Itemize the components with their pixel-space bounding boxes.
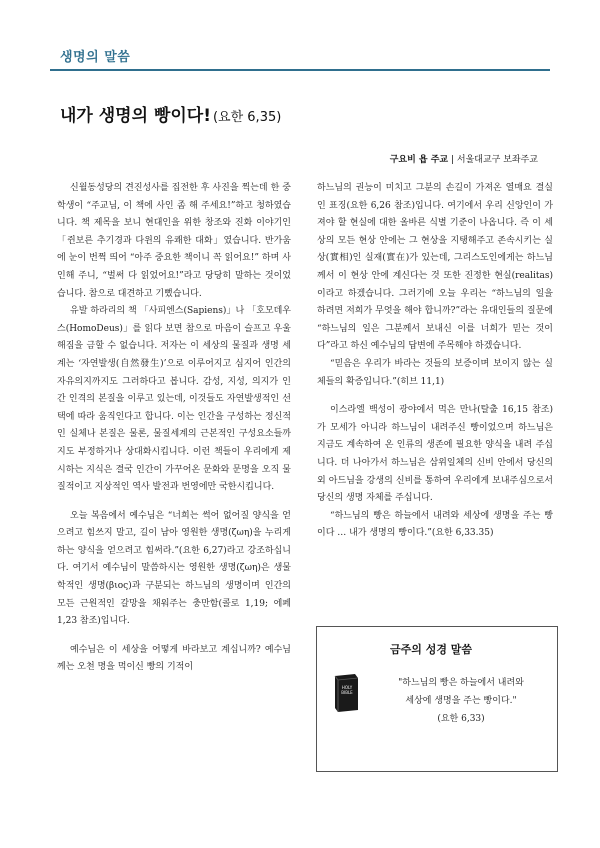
right-column [317, 180, 553, 543]
page-title [60, 101, 281, 126]
section-label: 생명의 말씀 [60, 50, 131, 65]
header-divider [50, 69, 550, 71]
weekly-verse-box [316, 626, 558, 772]
verse-box-heading: 금주의 성경 말씀 [390, 643, 473, 656]
paragraph: 하느님의 권능이 미치고 그분의 손길이 가져온 열매요 결실인 표징(요한 6,26 참조)입니다. 여기에서 우리 신앙인이 가져야 할 현실에 대한 올바른 식별 기준이 나옵니다. 즉 이 세상의 모든 현상 안에는 그 현상을 지탱해주고 존속시키는 실상(實相)인 실재(實在)가 있는데, 그리스도인에게는 하느님께서 이 현상 안에 계신다는 것 또한 진정한 현실(realitas)이라고 하겠습니다. 그러기에 오늘 우리는 “하느님의 일을 하려면 저희가 무엇을 해야 합니까?”라는 유대인들의 질문에 “하느님의 일은 그분께서 보내신 이를 너희가 믿는 것이다”라고 하신 예수님의 답변에 주목해야 하겠습니다. [317, 183, 553, 352]
bible-cover-text: HOLY [341, 685, 353, 690]
verse-line: 세상에 생명을 주는 빵이다." [405, 696, 517, 706]
author-line [390, 152, 538, 165]
paragraph: 신월동성당의 견진성사를 집전한 후 사진을 찍는데 한 중학생이 “주교님, 이 책에 사인 좀 해 주세요!”하고 청하였습니다. 책 제목을 보니 현대인을 위한 창조와 진화 이야기인 「쥔보른 추기경과 다윈의 유쾌한 대화」였습니다. 반가움에 눈이 번쩍 띄어 “아주 중요한 책이니 꼭 읽어요!” 하며 사인해 주니, “벌써 다 읽었어요!”라고 당당히 말하는 것이었습니다. 참으로 대견하고 기뻤습니다. [57, 183, 291, 299]
author-name: 구요비 욥 주교 [389, 155, 449, 165]
author-role: | 서울대교구 보좌주교 [448, 155, 538, 165]
title-main: 내가 생명의 빵이다! [60, 106, 211, 126]
title-reference: (요한 6,35) [212, 110, 282, 125]
quote-paragraph: “하느님의 빵은 하늘에서 내려와 세상에 생명을 주는 빵이다 … 내가 생명의 빵이다.”(요한 6,33.35) [317, 510, 553, 539]
paragraph: 이스라엘 백성이 광야에서 먹은 만나(탈출 16,15 참조)가 모세가 아니라 하느님이 내려주신 빵이었으며 하느님은 지금도 계속하여 온 인류의 생존에 필요한 양식을 내려 주십니다. 더 나아가서 하느님은 삼위일체의 신비 안에서 당신의 외 아드님을 강생의 신비를 통하여 우리에게 보내주심으로서 당신의 생명 자체를 주십니다. [317, 405, 553, 504]
quote-paragraph: “믿음은 우리가 바라는 것들의 보증이며 보이지 않는 실체들의 확증입니다.”(히브 11,1) [317, 358, 553, 387]
left-column [57, 180, 291, 677]
paragraph: 유발 하라리의 책 「사피엔스(Sapiens)」나 「호모데우스(HomoDeus)」를 읽다 보면 참으로 마음이 슬프고 우울해짐을 금할 수 없습니다. 저자는 이 세상의 물질과 생명 세계는 ‘자연발생(自然發生)’으로 이루어지고 심지어 인간의 자유의지까지도 그러하다고 봅니다. 감성, 지성, 의지가 인간 인격의 본질을 이루고 있는데, 이것들도 자연발생적인 선택에 따라 움직인다고 합니다. 이는 인간을 구성하는 정신적인 실체나 본질은 물론, 물질세계의 근본적인 구성요소들까지도 부정하거나 상대화시킵니다. 이런 책들이 우리에게 제시하는 지식은 결국 인간이 가꾸어온 문화와 문명을 오직 물질적이고 지상적인 역사 발전과 번영에만 국한시킵니다. [57, 306, 291, 493]
verse-box-body [371, 674, 551, 728]
paragraph: 오늘 복음에서 예수님은 “너희는 썩어 없어질 양식을 얻으려고 힘쓰지 말고, 길이 남아 영원한 생명(ζωη)을 누리게 하는 양식을 얻으려고 힘써라.”(요한 6,27)라고 강조하십니다. 여기서 예수님이 말씀하시는 영원한 생명(ζωη)은 생물학적인 생명(βιος)과 구분되는 하느님의 생명이며 인간의 모든 근원적인 갈망을 채워주는 충만함(콜로 1,19; 에페 1,23 참조)입니다. [57, 510, 291, 627]
bible-cover-text: BIBLE [341, 690, 353, 695]
verse-line: "하느님의 빵은 하늘에서 내려와 [398, 678, 524, 688]
verse-reference: (요한 6,33) [437, 714, 485, 724]
bible-icon [331, 672, 361, 712]
paragraph: 예수님은 이 세상을 어떻게 바라보고 계십니까? 예수님께는 오천 명을 먹이신 빵의 기적이 [57, 644, 291, 673]
